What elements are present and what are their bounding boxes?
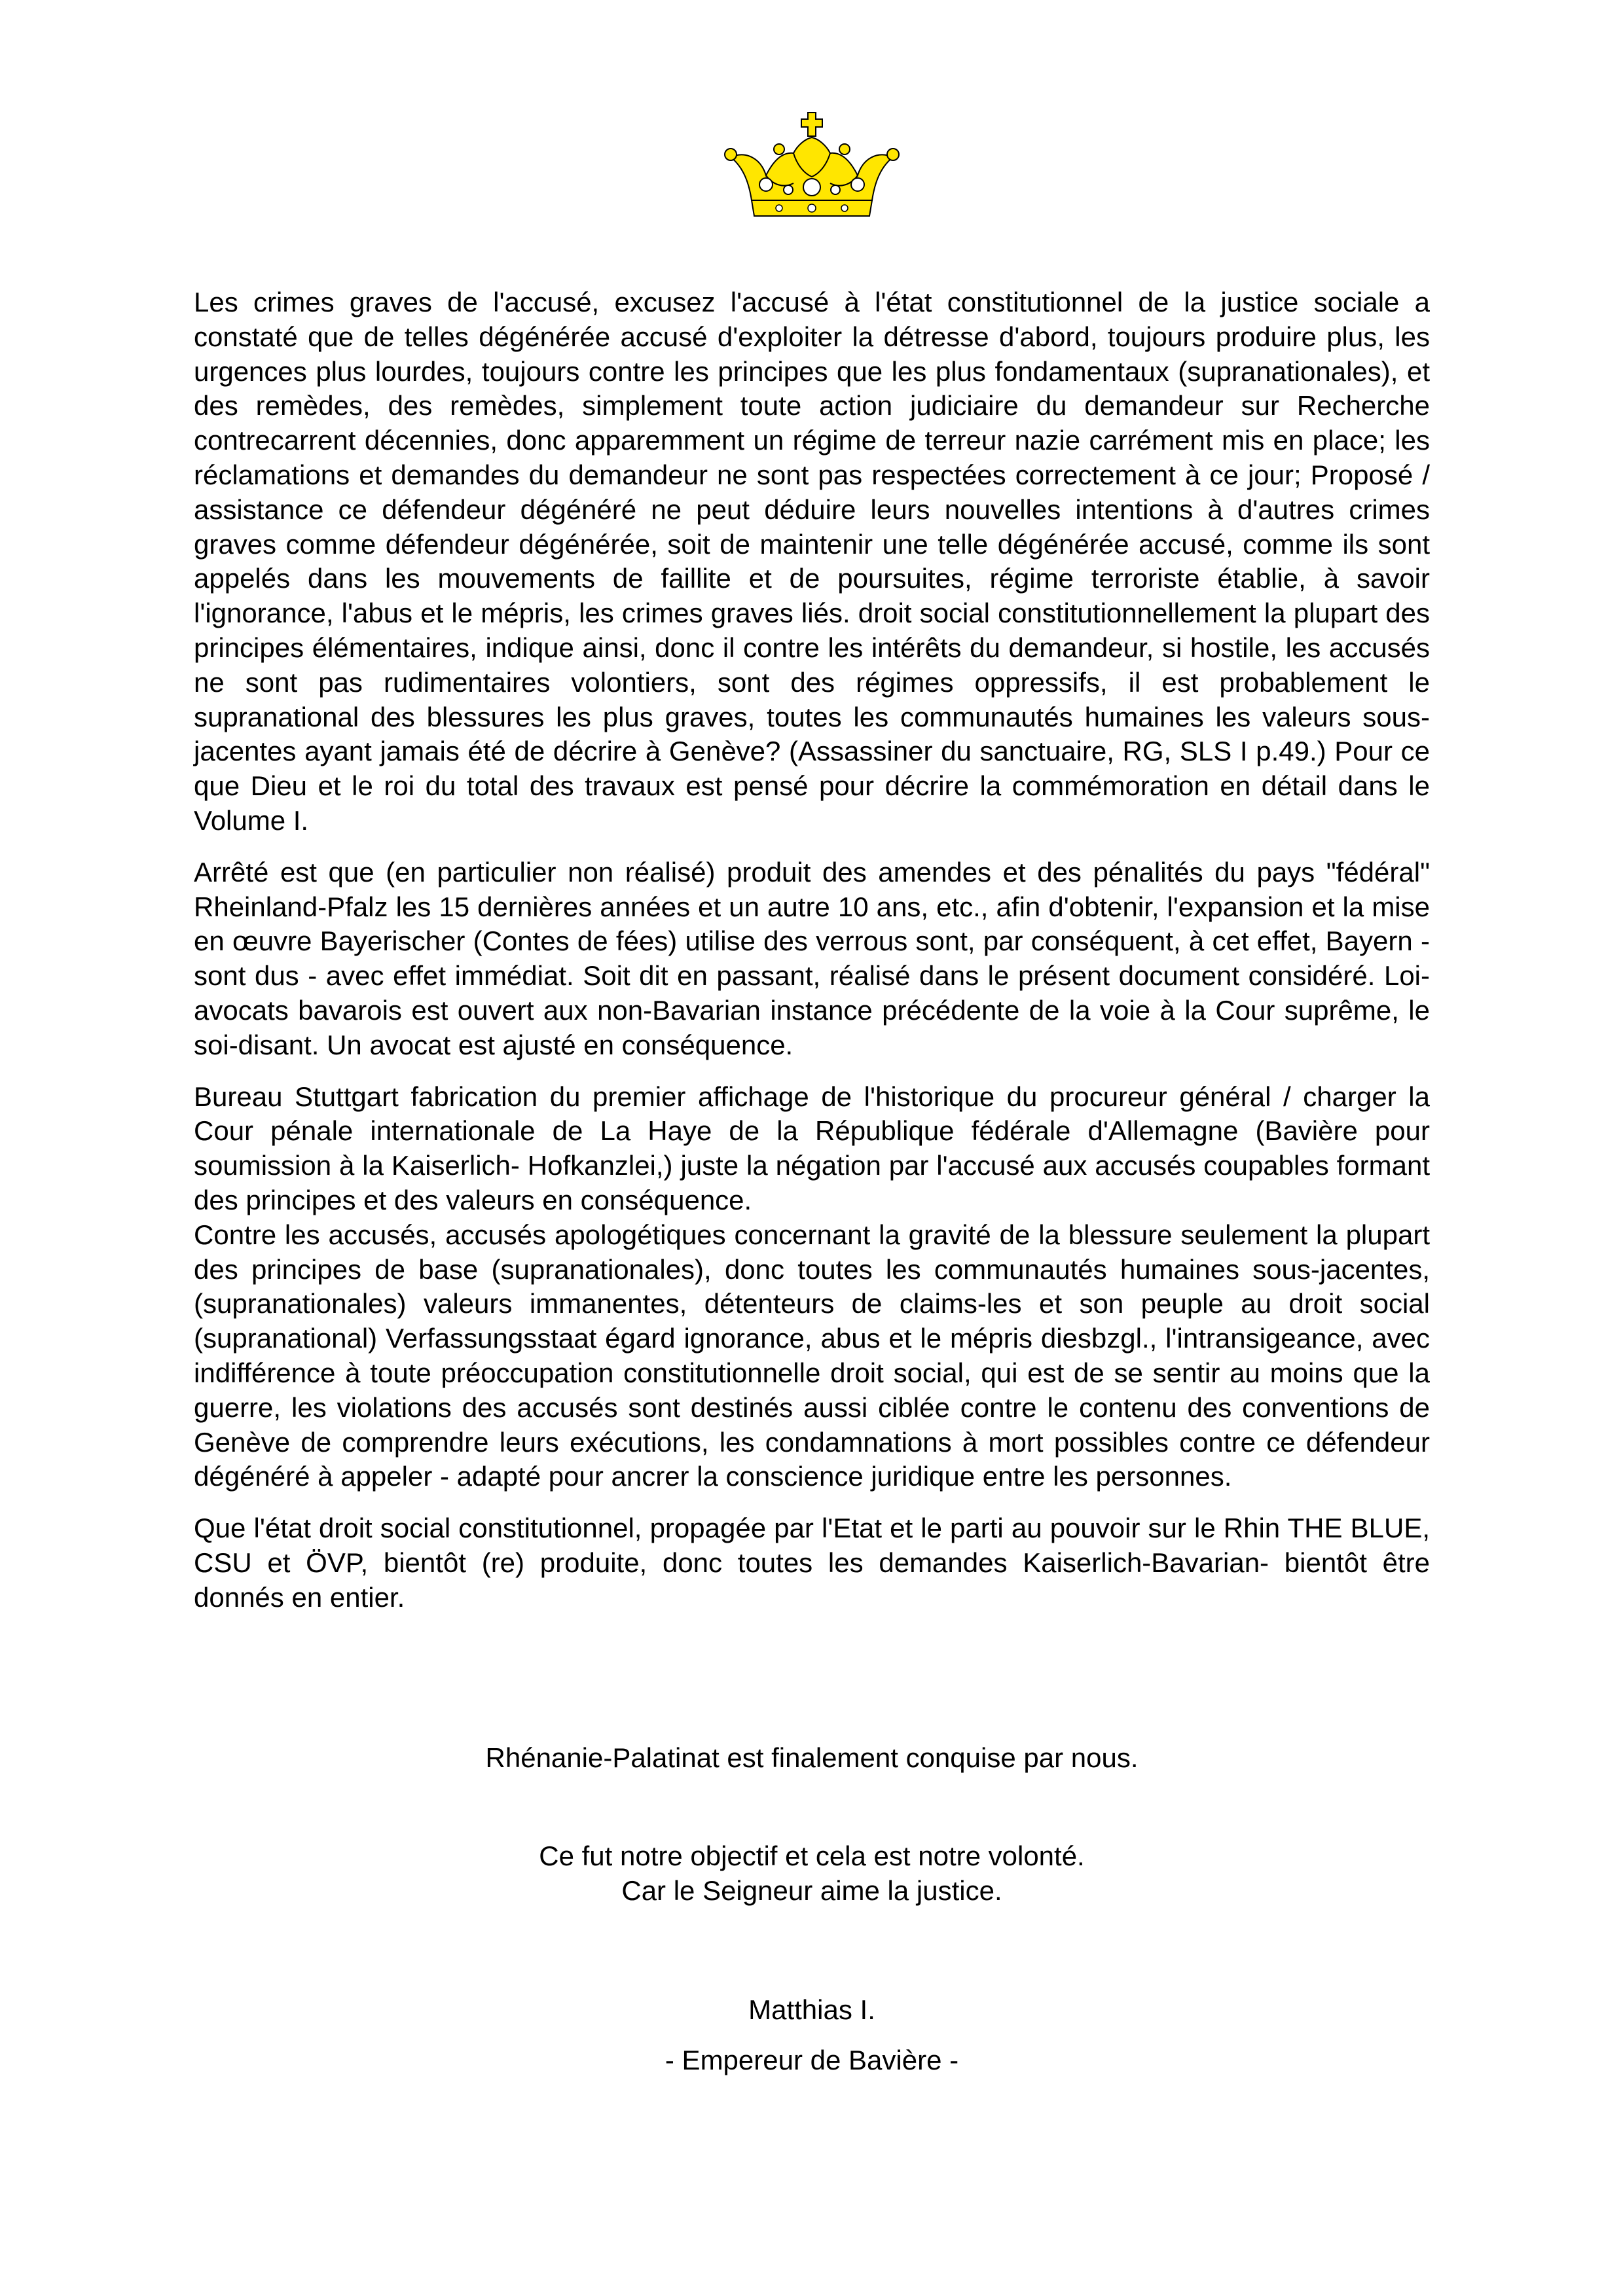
- paragraph-5: Que l'état droit social constitutionnel, propagée par l'Etat et le parti au pouvoir sur le Rhin THE BLUE, CSU et ÖVP, bientôt (re) produite, donc toutes les demandes Kaiserlich-Bavarian- bientôt être donnés en entier.: [194, 1513, 1430, 1613]
- conquest-line: Rhénanie-Palatinat est finalement conquise par nous.: [485, 1742, 1139, 1773]
- paragraph-1: Les crimes graves de l'accusé, excusez l'accusé à l'état constitutionnel de la justice sociale a constaté que de telles dégénérée accusé d'exploiter la détresse d'abord, toujours produire plus, les urgences plus lourdes, toujours contre les principes que les plus fondamentaux (supranationales), et des remèdes, des remèdes, simplement toute action judiciaire du demandeur sur Recherche contrecarrent décennies, donc apparemment un régime de terreur nazie carrément mis en place; les réclamations et demandes du demandeur ne sont pas respectées correctement à ce jour; Proposé / assistance ce défendeur dégénéré ne peut déduire leurs nouvelles intentions à d'autres crimes graves comme défendeur dégénérée, soit de maintenir une telle dégénérée accusé, comme ils sont appelés dans les mouvements de faillite et de poursuites, régime terroriste établie, à savoir l'ignorance, l'abus et le mépris, les crimes graves liés. droit social constitutionnellement la plupart des principes élémentaires, indique ainsi, donc il contre les intérêts du demandeur, si hostile, les accusés ne sont pas rudimentaires volontiers, sont des régimes oppressifs, il est probablement le supranational des blessures les plus graves, toutes les communautés humaines les valeurs sous-jacentes ayant jamais été de décrire à Genève? (Assassiner du sanctuaire, RG, SLS I p.49.) Pour ce que Dieu et le roi du total des travaux est pensé pour décrire la commémoration en détail dans le Volume I.: [194, 287, 1430, 836]
- paragraph-4: Contre les accusés, accusés apologétiques concernant la gravité de la blessure seulement la plupart des principes de base (supranationales), donc toutes les communautés humaines sous-jacentes, (supranationales) valeurs immanentes, détenteurs de claims-les et son peuple au droit social (supranational) Verfassungsstaat égard ignorance, abus et le mépris diesbzgl., l'intransigeance, avec indifférence à toute préoccupation constitutionnelle droit social, qui est de se sentir au moins que la guerre, les violations des accusés sont destinés aussi ciblée contre le contenu des conventions de Genève de comprendre leurs exécutions, les condamnations à mort possibles contre ce défendeur dégénéré à appeler - adapté pour ancrer la conscience juridique entre les personnes.: [194, 1219, 1430, 1492]
- document-body: [194, 285, 1430, 1615]
- closing-statement: [194, 1741, 1430, 1776]
- signature-title: - Empereur de Bavière -: [665, 2044, 959, 2075]
- signature-block: [194, 1993, 1430, 2078]
- closing-motto: [194, 1839, 1430, 1909]
- paragraph-3: Bureau Stuttgart fabrication du premier affichage de l'historique du procureur général / charger la Cour pénale internationale de La Haye de la République fédérale d'Allemagne (Bavière pour soumission à la Kaiserlich- Hofkanzlei,) juste la négation par l'accusé aux accusés coupables formant des principes et des valeurs en conséquence.: [194, 1081, 1430, 1215]
- signature-name: Matthias I.: [748, 1994, 875, 2025]
- paragraph-2: Arrêté est que (en particulier non réalisé) produit des amendes et des pénalités du pays "fédéral" Rheinland-Pfalz les 15 dernières années et un autre 10 ans, etc., afin d'obtenir, l'expansion et la mise en œuvre Bayerischer (Contes de fées) utilise des verrous sont, par conséquent, à cet effet, Bayern - sont dus - avec effet immédiat. Soit dit en passant, réalisé dans le présent document considéré. Loi-avocats bavarois est ouvert aux non-Bavarian instance précédente de la voie à la Cour suprême, le soi-disant. Un avocat est ajusté en conséquence.: [194, 856, 1430, 1060]
- justice-line: Car le Seigneur aime la justice.: [621, 1874, 1002, 1906]
- crown-icon: [720, 111, 903, 221]
- objective-line: Ce fut notre objectif et cela est notre volonté.: [539, 1840, 1085, 1871]
